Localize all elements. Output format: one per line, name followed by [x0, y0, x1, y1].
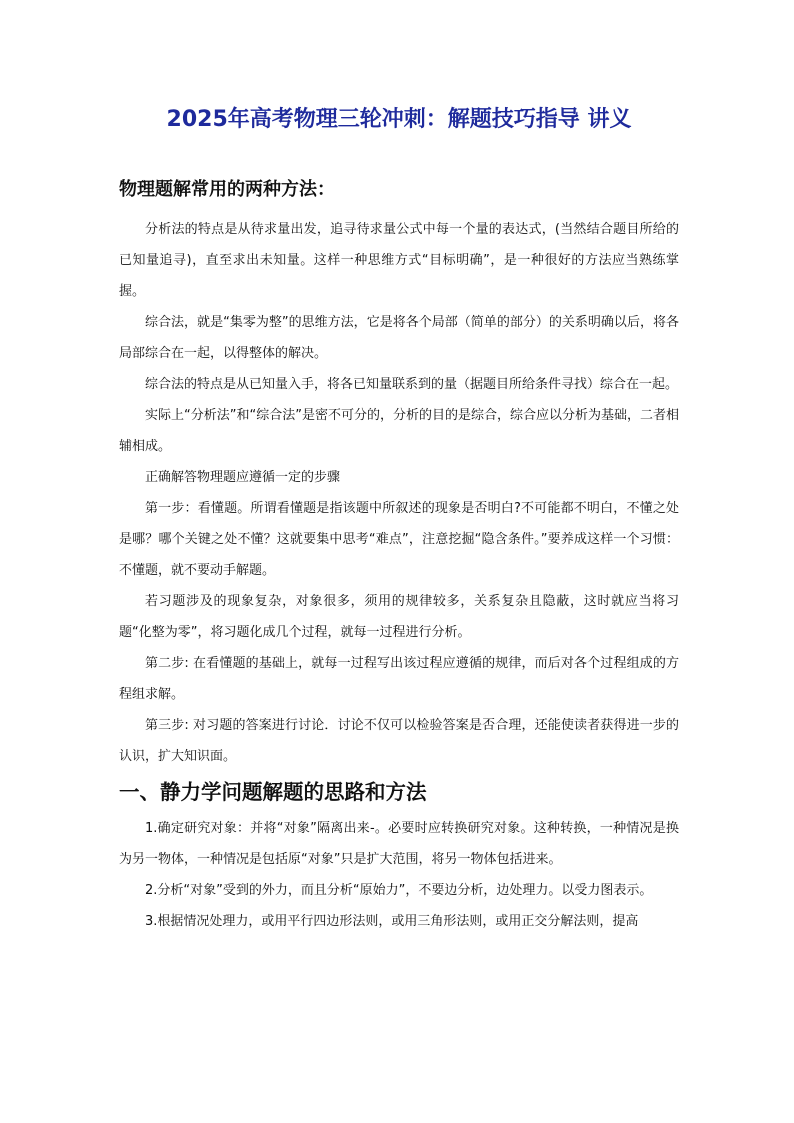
document-page	[119, 100, 679, 937]
section-heading-statics: 一、静力学问题解题的思路和方法	[119, 780, 427, 804]
paragraph-analysis-method: 分析法的特点是从待求量出发，追寻待求量公式中每一个量的表达式，(当然结合题目所给的已知量追寻)，直至求出未知量。这样一种思维方式“目标明确”，是一种很好的方法应当熟练掌握。	[119, 222, 679, 299]
paragraph-synthesis-method: 综合法，就是“集零为整”的思维方法，它是将各个局部（简单的部分）的关系明确以后，将各局部综合在一起，以得整体的解决。	[119, 315, 679, 361]
paragraph-synthesis-feature: 综合法的特点是从已知量入手，将各已知量联系到的量（据题目所给条件寻找）综合在一起。	[145, 377, 679, 392]
paragraph-steps-intro: 正确解答物理题应遵循一定的步骤	[145, 470, 341, 485]
paragraph-statics-item-3: 3.根据情况处理力，或用平行四边形法则，或用三角形法则，或用正交分解法则，提高	[145, 914, 639, 929]
paragraph-statics-item-2: 2.分析“对象”受到的外力，而且分析“原始力”，不要边分析，边处理力。以受力图表示。	[145, 883, 653, 898]
paragraph-step-three: 第三步: 对习题的答案进行讨论．讨论不仅可以检验答案是否合理，还能使读者获得进一步的认识，扩大知识面。	[119, 718, 679, 764]
paragraph-step-one: 第一步：看懂题。所谓看懂题是指该题中所叙述的现象是否明白?不可能都不明白，不懂之处是哪？哪个关键之处不懂？这就要集中思考“难点”，注意挖掘“隐含条件。”要养成这样一个习惯：不懂题，就不要动手解题。	[119, 501, 679, 578]
document-title: 2025年高考物理三轮冲刺：解题技巧指导 讲义	[166, 107, 632, 132]
paragraph-step-two: 第二步: 在看懂题的基础上，就每一过程写出该过程应遵循的规律，而后对各个过程组成的方程组求解。	[119, 656, 679, 702]
paragraph-statics-item-1: 1.确定研究对象：并将“对象”隔离出来-。必要时应转换研究对象。这种转换，一种情况是换为另一物体，一种情况是包括原“对象”只是扩大范围，将另一物体包括进来。	[119, 821, 679, 867]
paragraph-step-one-complex: 若习题涉及的现象复杂，对象很多，须用的规律较多，关系复杂且隐蔽，这时就应当将习题“化整为零”，将习题化成几个过程，就每一过程进行分析。	[119, 594, 679, 640]
paragraph-methods-relation: 实际上“分析法”和“综合法”是密不可分的，分析的目的是综合，综合应以分析为基础，二者相辅相成。	[119, 408, 679, 454]
section-heading-methods: 物理题解常用的两种方法：	[119, 179, 335, 200]
